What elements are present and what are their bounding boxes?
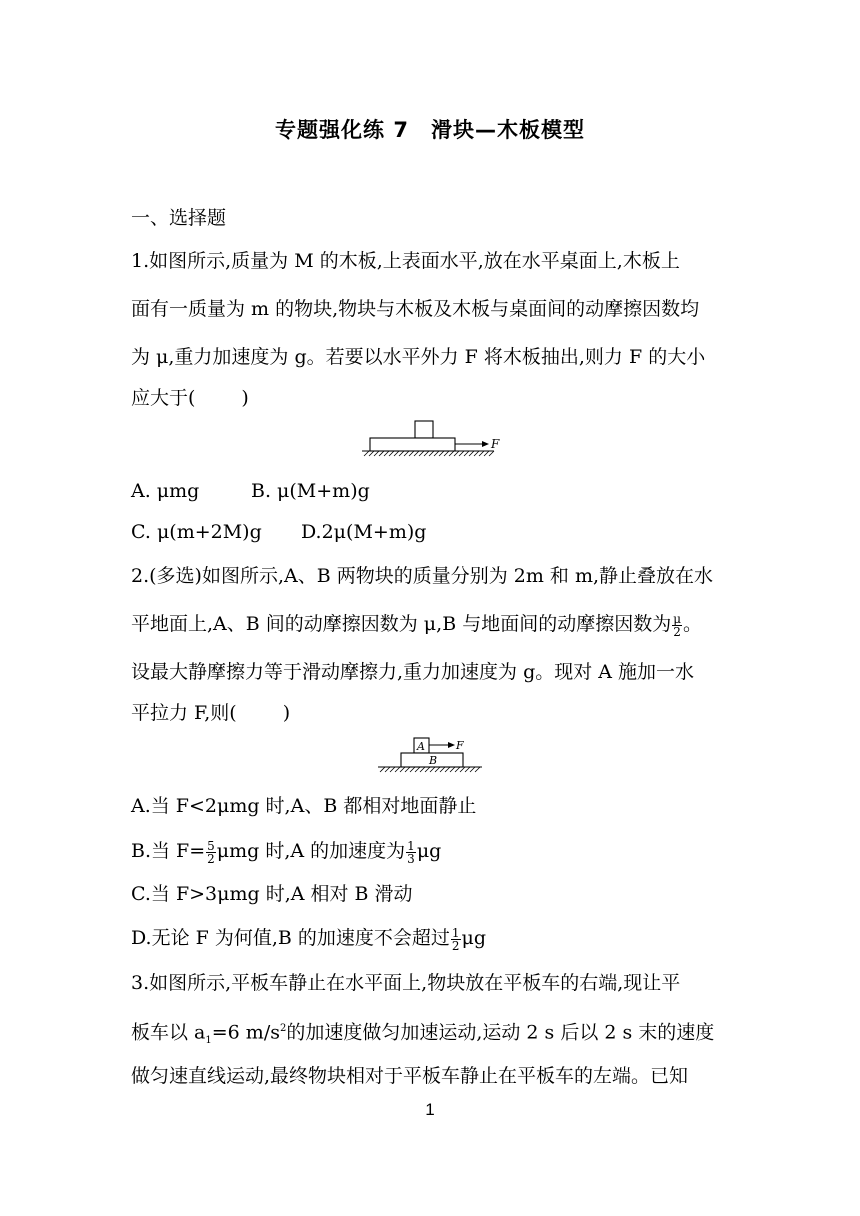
q2-line-3: 设最大静摩擦力等于滑动摩擦力,重力加速度为 g。现对 A 施加一水	[131, 661, 695, 683]
q1-line-3: 为 μ,重力加速度为 g。若要以水平外力 F 将木板抽出,则力 F 的大小	[131, 346, 706, 368]
q2-option-d: D.无论 F 为何值,B 的加速度不会超过 $\frac{1}{2}$ μg	[131, 925, 487, 953]
q2-five-halves-fraction: $\frac{5}{2}$	[207, 838, 215, 866]
q1-option-d: D.2μ(M+m)g	[301, 521, 427, 543]
q2-block-a-label: A	[417, 740, 425, 753]
q2-option-b: B.当 F= $\frac{5}{2}$ μmg 时,A 的加速度为 $\frac{1}{3}$ μg	[131, 838, 442, 866]
page-title: 专题强化练 7 滑块—木板模型	[275, 118, 585, 142]
q2-ground-hatch	[380, 767, 480, 772]
section-heading: 一、选择题	[131, 207, 227, 229]
q1-block	[415, 421, 433, 438]
q2-line-4	[131, 700, 751, 726]
q2-force-label: F	[456, 739, 464, 752]
q1-line-4	[131, 385, 751, 411]
q3-line-1: 3.如图所示,平板车静止在水平面上,物块放在平板车的右端,现让平	[131, 972, 681, 994]
q2-line-2-text: 平地面上,A、B 间的动摩擦因数为 μ,B 与地面间的动摩擦因数为	[131, 613, 672, 635]
q1-arrowhead	[482, 441, 489, 447]
q1-option-a: A. μmg	[131, 480, 200, 502]
q2-arrowhead	[448, 742, 455, 748]
q2-line-2: 平地面上,A、B 间的动摩擦因数为 μ,B 与地面间的动摩擦因数为 $\frac{\mu}{2}$ 。	[131, 611, 703, 639]
page-number: 1	[425, 1100, 435, 1119]
q1-paren-close: )	[241, 387, 249, 409]
q1-figure	[360, 418, 500, 464]
q2-mu-half-fraction: $\frac{\mu}{2}$	[673, 611, 682, 639]
q2-one-third-fraction: $\frac{1}{3}$	[407, 838, 415, 866]
q2-option-c: C.当 F>3μmg 时,A 相对 B 滑动	[131, 883, 413, 905]
q1-ground-hatch	[364, 451, 494, 456]
q1-stem-end: 应大于(	[131, 387, 196, 409]
q2-paren-close: )	[282, 702, 291, 724]
q2-option-a: A.当 F<2μmg 时,A、B 都相对地面静止	[131, 795, 477, 817]
q1-options-row-1	[131, 478, 751, 504]
q1-option-c: C. μ(m+2M)g	[131, 521, 262, 543]
q3-line-3: 做匀速直线运动,最终物块相对于平板车静止在平板车的左端。已知	[131, 1065, 689, 1087]
q2-line-1: 2.(多选)如图所示,A、B 两物块的质量分别为 2m 和 m,静止叠放在水	[131, 565, 713, 587]
q2-one-half-fraction: $\frac{1}{2}$	[451, 925, 460, 953]
q3-line-2: 板车以 $a_1=6$ $m/s^2$的加速度做匀加速运动,运动 2 s 后以 2 s 末的速度	[131, 1021, 715, 1047]
q2-stem-end: 平拉力 F,则(	[131, 702, 237, 724]
q1-board	[370, 438, 455, 451]
q1-line-2: 面有一质量为 m 的物块,物块与木板及木板与桌面间的动摩擦因数均	[131, 298, 700, 320]
q1-line-1: 1.如图所示,质量为 M 的木板,上表面水平,放在水平桌面上,木板上	[131, 250, 680, 272]
q1-option-b: B. μ(M+m)g	[251, 480, 370, 502]
q2-figure	[376, 734, 486, 780]
q1-force-label: F	[491, 437, 500, 451]
q2-block-b-label: B	[429, 754, 438, 767]
q1-options-row-2	[131, 519, 751, 545]
